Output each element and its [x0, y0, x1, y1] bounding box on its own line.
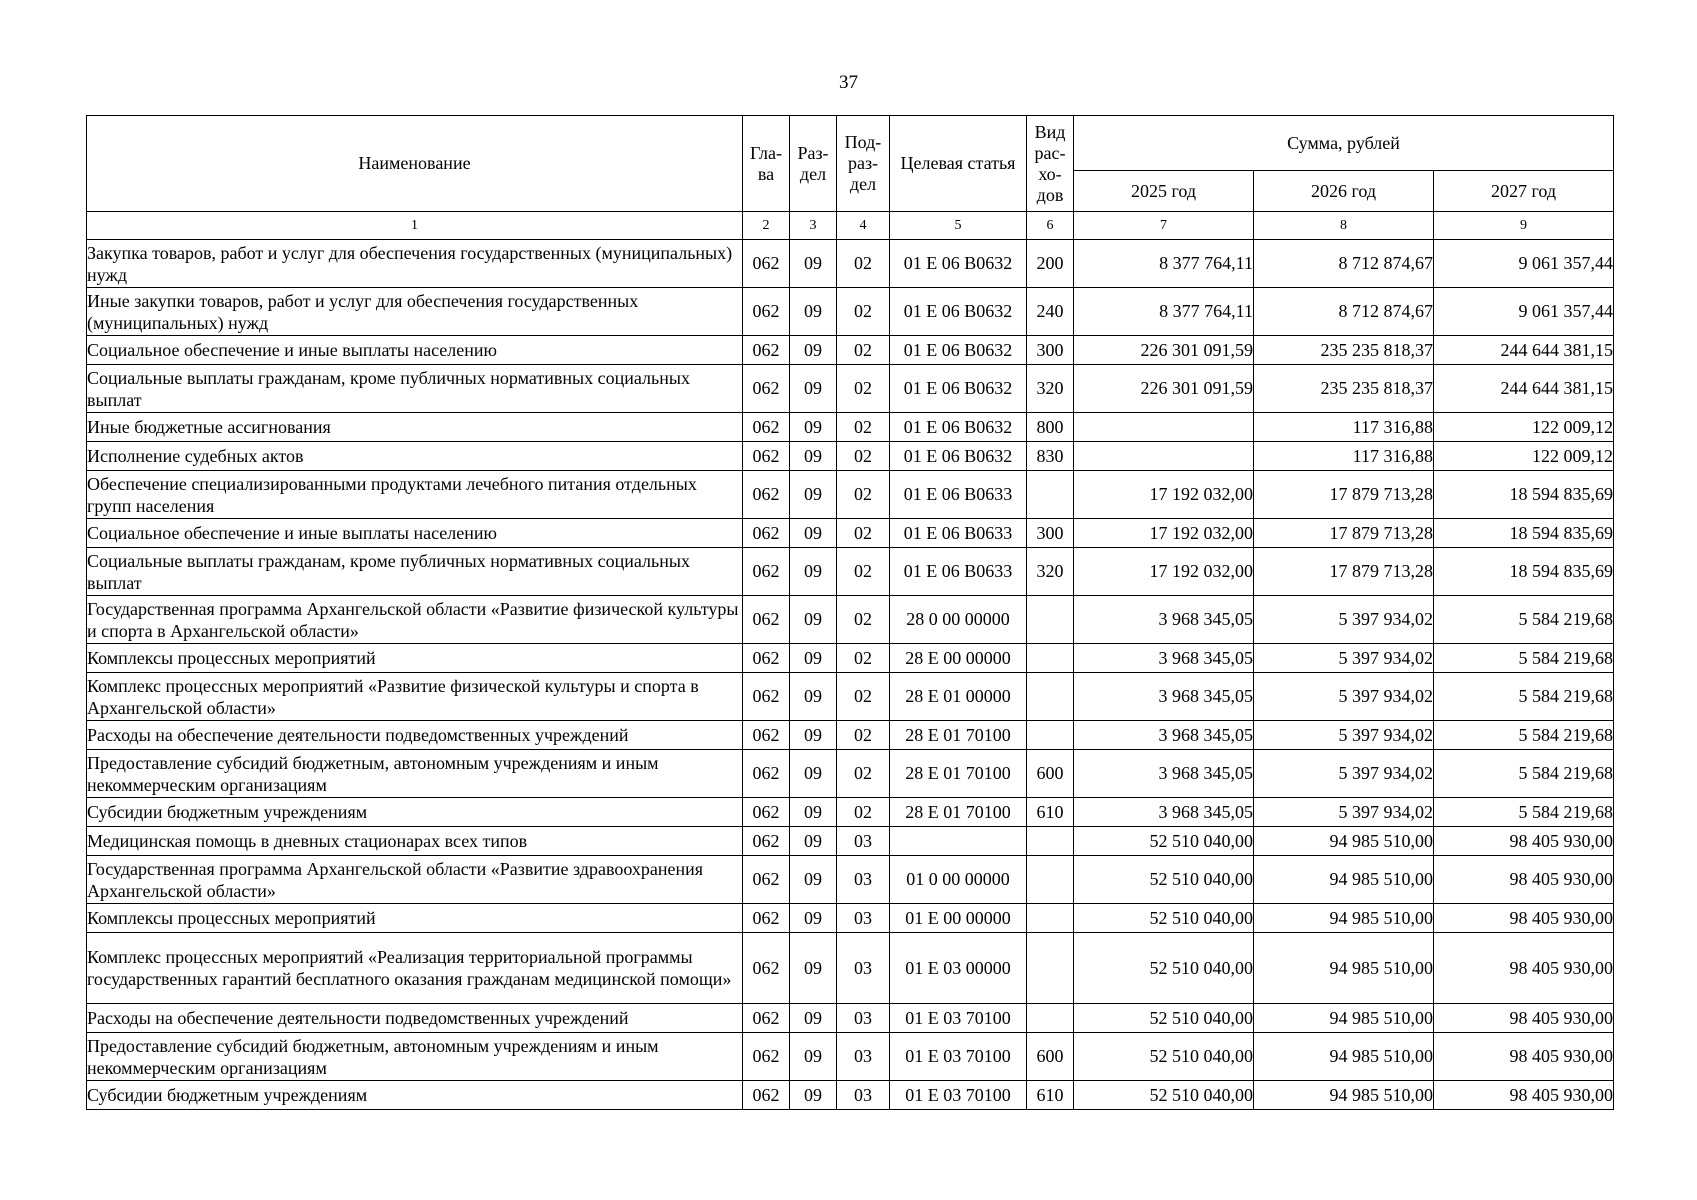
row-name: Комплекс процессных мероприятий «Развитие физической культуры и спорта в Архангельской области» [87, 673, 743, 721]
row-section: 09 [790, 750, 837, 798]
row-expense-type: 600 [1027, 1033, 1074, 1081]
row-expense-type: 240 [1027, 288, 1074, 336]
row-name: Социальное обеспечение и иные выплаты населению [87, 336, 743, 365]
row-target-article: 28 Е 00 00000 [890, 644, 1027, 673]
row-amount-2027: 5 584 219,68 [1434, 673, 1614, 721]
row-section: 09 [790, 596, 837, 644]
header-year-2027: 2027 год [1434, 171, 1614, 212]
header-expense-type-text: Вид рас-хо-дов [1034, 121, 1066, 205]
column-number: 6 [1027, 212, 1074, 240]
row-expense-type: 830 [1027, 442, 1074, 471]
row-name: Обеспечение специализированными продуктами лечебного питания отдельных групп населения [87, 471, 743, 519]
row-expense-type [1027, 827, 1074, 856]
page-number: 37 [839, 72, 858, 93]
table-row [87, 413, 1614, 442]
row-amount-2025: 3 968 345,05 [1074, 721, 1254, 750]
row-amount-2026: 94 985 510,00 [1254, 856, 1434, 904]
row-target-article: 01 Е 03 70100 [890, 1004, 1027, 1033]
column-number: 7 [1074, 212, 1254, 240]
row-amount-2025: 17 192 032,00 [1074, 471, 1254, 519]
row-amount-2025: 3 968 345,05 [1074, 596, 1254, 644]
table-row [87, 721, 1614, 750]
table-row [87, 596, 1614, 644]
row-name: Закупка товаров, работ и услуг для обеспечения государственных (муниципальных) нужд [87, 240, 743, 288]
row-amount-2025: 52 510 040,00 [1074, 856, 1254, 904]
row-amount-2027: 18 594 835,69 [1434, 519, 1614, 548]
row-chapter: 062 [743, 1033, 790, 1081]
row-chapter: 062 [743, 673, 790, 721]
header-subsection [837, 116, 890, 212]
row-target-article: 01 Е 00 00000 [890, 904, 1027, 933]
header-target [890, 116, 1027, 212]
row-chapter: 062 [743, 519, 790, 548]
row-subsection: 02 [837, 288, 890, 336]
table-row [87, 904, 1614, 933]
row-chapter: 062 [743, 336, 790, 365]
row-subsection: 03 [837, 1033, 890, 1081]
row-expense-type [1027, 856, 1074, 904]
row-subsection: 02 [837, 798, 890, 827]
row-target-article: 01 Е 03 70100 [890, 1081, 1027, 1110]
row-target-article: 01 0 00 00000 [890, 856, 1027, 904]
row-amount-2027: 98 405 930,00 [1434, 933, 1614, 1004]
row-target-article: 01 Е 06 В0632 [890, 365, 1027, 413]
row-target-article: 28 0 00 00000 [890, 596, 1027, 644]
row-amount-2025: 17 192 032,00 [1074, 548, 1254, 596]
row-amount-2026: 94 985 510,00 [1254, 1033, 1434, 1081]
row-amount-2025: 52 510 040,00 [1074, 1004, 1254, 1033]
table-row [87, 240, 1614, 288]
column-number: 2 [743, 212, 790, 240]
header-year-2026: 2026 год [1254, 171, 1434, 212]
row-expense-type [1027, 471, 1074, 519]
column-number: 5 [890, 212, 1027, 240]
row-chapter: 062 [743, 413, 790, 442]
row-amount-2027: 18 594 835,69 [1434, 471, 1614, 519]
row-name: Социальные выплаты гражданам, кроме публичных нормативных социальных выплат [87, 548, 743, 596]
row-target-article: 01 Е 06 В0633 [890, 519, 1027, 548]
row-amount-2026: 94 985 510,00 [1254, 904, 1434, 933]
row-amount-2026: 5 397 934,02 [1254, 750, 1434, 798]
row-amount-2026: 117 316,88 [1254, 442, 1434, 471]
row-amount-2027: 9 061 357,44 [1434, 288, 1614, 336]
table-row [87, 519, 1614, 548]
row-amount-2025: 3 968 345,05 [1074, 798, 1254, 827]
row-section: 09 [790, 288, 837, 336]
table-row [87, 288, 1614, 336]
budget-table [86, 115, 1614, 1110]
row-name: Субсидии бюджетным учреждениям [87, 1081, 743, 1110]
row-expense-type: 300 [1027, 336, 1074, 365]
row-subsection: 03 [837, 933, 890, 1004]
row-expense-type [1027, 904, 1074, 933]
row-amount-2026: 5 397 934,02 [1254, 596, 1434, 644]
row-section: 09 [790, 442, 837, 471]
row-name: Государственная программа Архангельской области «Развитие здравоохранения Архангельской области» [87, 856, 743, 904]
table-row [87, 365, 1614, 413]
row-amount-2027: 98 405 930,00 [1434, 1004, 1614, 1033]
row-amount-2027: 98 405 930,00 [1434, 827, 1614, 856]
row-amount-2027: 5 584 219,68 [1434, 750, 1614, 798]
row-amount-2026: 117 316,88 [1254, 413, 1434, 442]
row-name: Предоставление субсидий бюджетным, автономным учреждениям и иным некоммерческим организациям [87, 750, 743, 798]
row-target-article: 01 Е 06 В0632 [890, 442, 1027, 471]
row-subsection: 03 [837, 827, 890, 856]
row-name: Иные бюджетные ассигнования [87, 413, 743, 442]
row-amount-2026: 8 712 874,67 [1254, 288, 1434, 336]
header-name: Наименование [87, 116, 743, 212]
row-expense-type: 320 [1027, 548, 1074, 596]
row-expense-type [1027, 673, 1074, 721]
row-target-article: 01 Е 06 В0632 [890, 240, 1027, 288]
row-section: 09 [790, 798, 837, 827]
row-expense-type: 610 [1027, 1081, 1074, 1110]
row-section: 09 [790, 548, 837, 596]
header-section-text: Раз-дел [797, 142, 829, 184]
row-target-article: 01 Е 06 В0633 [890, 471, 1027, 519]
row-section: 09 [790, 827, 837, 856]
row-target-article: 01 Е 06 В0632 [890, 413, 1027, 442]
row-name: Субсидии бюджетным учреждениям [87, 798, 743, 827]
row-chapter: 062 [743, 798, 790, 827]
row-subsection: 02 [837, 673, 890, 721]
row-subsection: 03 [837, 904, 890, 933]
column-number: 8 [1254, 212, 1434, 240]
row-section: 09 [790, 471, 837, 519]
row-expense-type: 200 [1027, 240, 1074, 288]
row-chapter: 062 [743, 240, 790, 288]
row-section: 09 [790, 933, 837, 1004]
row-amount-2026: 5 397 934,02 [1254, 798, 1434, 827]
row-section: 09 [790, 365, 837, 413]
row-name: Медицинская помощь в дневных стационарах всех типов [87, 827, 743, 856]
row-chapter: 062 [743, 365, 790, 413]
table-row [87, 1081, 1614, 1110]
table-row [87, 827, 1614, 856]
row-name: Иные закупки товаров, работ и услуг для обеспечения государственных (муниципальных) нужд [87, 288, 743, 336]
row-subsection: 02 [837, 644, 890, 673]
row-amount-2025: 226 301 091,59 [1074, 336, 1254, 365]
row-subsection: 03 [837, 1004, 890, 1033]
row-chapter: 062 [743, 856, 790, 904]
row-amount-2027: 244 644 381,15 [1434, 336, 1614, 365]
row-subsection: 03 [837, 856, 890, 904]
row-amount-2026: 17 879 713,28 [1254, 519, 1434, 548]
row-subsection: 02 [837, 413, 890, 442]
row-amount-2027: 98 405 930,00 [1434, 856, 1614, 904]
row-subsection: 02 [837, 240, 890, 288]
row-amount-2027: 18 594 835,69 [1434, 548, 1614, 596]
row-chapter: 062 [743, 827, 790, 856]
row-section: 09 [790, 1004, 837, 1033]
table-row [87, 1033, 1614, 1081]
row-chapter: 062 [743, 442, 790, 471]
row-amount-2025: 52 510 040,00 [1074, 904, 1254, 933]
row-subsection: 02 [837, 471, 890, 519]
row-amount-2027: 98 405 930,00 [1434, 1033, 1614, 1081]
row-amount-2026: 5 397 934,02 [1254, 644, 1434, 673]
table-body [87, 240, 1614, 1110]
row-amount-2025: 52 510 040,00 [1074, 933, 1254, 1004]
row-expense-type: 800 [1027, 413, 1074, 442]
column-number-row [87, 212, 1614, 240]
row-subsection: 02 [837, 750, 890, 798]
row-amount-2027: 5 584 219,68 [1434, 721, 1614, 750]
row-expense-type: 610 [1027, 798, 1074, 827]
row-target-article: 01 Е 03 00000 [890, 933, 1027, 1004]
header-expense-type [1027, 116, 1074, 212]
table-row [87, 750, 1614, 798]
header-chapter [743, 116, 790, 212]
row-name: Комплексы процессных мероприятий [87, 904, 743, 933]
row-target-article: 28 Е 01 70100 [890, 721, 1027, 750]
row-name: Расходы на обеспечение деятельности подведомственных учреждений [87, 721, 743, 750]
row-expense-type [1027, 644, 1074, 673]
table-row [87, 471, 1614, 519]
row-section: 09 [790, 904, 837, 933]
row-chapter: 062 [743, 1004, 790, 1033]
table-header [87, 116, 1614, 240]
row-amount-2025: 17 192 032,00 [1074, 519, 1254, 548]
row-amount-2026: 94 985 510,00 [1254, 1081, 1434, 1110]
row-amount-2025 [1074, 413, 1254, 442]
table-row [87, 644, 1614, 673]
row-target-article: 01 Е 03 70100 [890, 1033, 1027, 1081]
row-chapter: 062 [743, 288, 790, 336]
row-name: Государственная программа Архангельской области «Развитие физической культуры и спорта в Архангельской области» [87, 596, 743, 644]
table-row [87, 336, 1614, 365]
row-amount-2027: 5 584 219,68 [1434, 798, 1614, 827]
row-amount-2027: 98 405 930,00 [1434, 1081, 1614, 1110]
row-expense-type: 600 [1027, 750, 1074, 798]
row-name: Комплексы процессных мероприятий [87, 644, 743, 673]
header-year-2025: 2025 год [1074, 171, 1254, 212]
row-section: 09 [790, 413, 837, 442]
table-row [87, 673, 1614, 721]
row-subsection: 02 [837, 336, 890, 365]
row-chapter: 062 [743, 904, 790, 933]
row-section: 09 [790, 856, 837, 904]
row-subsection: 02 [837, 721, 890, 750]
row-amount-2026: 8 712 874,67 [1254, 240, 1434, 288]
row-subsection: 02 [837, 596, 890, 644]
row-section: 09 [790, 673, 837, 721]
table-row [87, 442, 1614, 471]
row-section: 09 [790, 644, 837, 673]
table-row [87, 798, 1614, 827]
table-row [87, 1004, 1614, 1033]
header-sum-group: Сумма, рублей [1074, 116, 1614, 171]
row-amount-2025: 52 510 040,00 [1074, 1033, 1254, 1081]
row-amount-2025: 52 510 040,00 [1074, 1081, 1254, 1110]
row-amount-2027: 244 644 381,15 [1434, 365, 1614, 413]
row-amount-2025: 8 377 764,11 [1074, 288, 1254, 336]
row-subsection: 03 [837, 1081, 890, 1110]
row-expense-type [1027, 721, 1074, 750]
row-name: Предоставление субсидий бюджетным, автономным учреждениям и иным некоммерческим организациям [87, 1033, 743, 1081]
row-target-article: 28 Е 01 00000 [890, 673, 1027, 721]
row-target-article: 01 Е 06 В0632 [890, 288, 1027, 336]
row-amount-2026: 5 397 934,02 [1254, 673, 1434, 721]
row-amount-2026: 235 235 818,37 [1254, 365, 1434, 413]
row-chapter: 062 [743, 644, 790, 673]
row-section: 09 [790, 240, 837, 288]
table-row [87, 856, 1614, 904]
row-chapter: 062 [743, 1081, 790, 1110]
row-amount-2025: 3 968 345,05 [1074, 644, 1254, 673]
row-amount-2027: 5 584 219,68 [1434, 644, 1614, 673]
row-amount-2027: 5 584 219,68 [1434, 596, 1614, 644]
header-subsection-text: Под-раз-дел [844, 132, 882, 194]
row-amount-2025: 52 510 040,00 [1074, 827, 1254, 856]
row-amount-2026: 17 879 713,28 [1254, 548, 1434, 596]
row-name: Исполнение судебных актов [87, 442, 743, 471]
row-amount-2026: 94 985 510,00 [1254, 827, 1434, 856]
column-number: 9 [1434, 212, 1614, 240]
header-target-text: Целевая статья [900, 153, 1016, 173]
row-subsection: 02 [837, 519, 890, 548]
row-amount-2026: 17 879 713,28 [1254, 471, 1434, 519]
row-chapter: 062 [743, 750, 790, 798]
row-subsection: 02 [837, 365, 890, 413]
row-target-article [890, 827, 1027, 856]
row-amount-2025: 3 968 345,05 [1074, 750, 1254, 798]
row-amount-2027: 9 061 357,44 [1434, 240, 1614, 288]
row-chapter: 062 [743, 548, 790, 596]
row-amount-2027: 98 405 930,00 [1434, 904, 1614, 933]
row-amount-2026: 5 397 934,02 [1254, 721, 1434, 750]
row-subsection: 02 [837, 548, 890, 596]
row-amount-2027: 122 009,12 [1434, 442, 1614, 471]
row-amount-2026: 235 235 818,37 [1254, 336, 1434, 365]
row-amount-2025: 8 377 764,11 [1074, 240, 1254, 288]
row-chapter: 062 [743, 471, 790, 519]
row-chapter: 062 [743, 596, 790, 644]
table-row [87, 548, 1614, 596]
row-section: 09 [790, 721, 837, 750]
row-expense-type: 320 [1027, 365, 1074, 413]
row-target-article: 28 Е 01 70100 [890, 750, 1027, 798]
header-chapter-text: Гла-ва [749, 142, 783, 184]
row-name: Социальные выплаты гражданам, кроме публичных нормативных социальных выплат [87, 365, 743, 413]
row-name: Расходы на обеспечение деятельности подведомственных учреждений [87, 1004, 743, 1033]
row-target-article: 01 Е 06 В0632 [890, 336, 1027, 365]
row-amount-2025: 3 968 345,05 [1074, 673, 1254, 721]
row-expense-type [1027, 1004, 1074, 1033]
row-amount-2026: 94 985 510,00 [1254, 933, 1434, 1004]
column-number: 1 [87, 212, 743, 240]
row-chapter: 062 [743, 721, 790, 750]
column-number: 3 [790, 212, 837, 240]
row-amount-2025: 226 301 091,59 [1074, 365, 1254, 413]
row-expense-type [1027, 933, 1074, 1004]
row-expense-type [1027, 596, 1074, 644]
row-chapter: 062 [743, 933, 790, 1004]
row-section: 09 [790, 519, 837, 548]
row-amount-2026: 94 985 510,00 [1254, 1004, 1434, 1033]
row-subsection: 02 [837, 442, 890, 471]
row-section: 09 [790, 1033, 837, 1081]
column-number: 4 [837, 212, 890, 240]
row-section: 09 [790, 336, 837, 365]
row-name: Комплекс процессных мероприятий «Реализация территориальной программы государственных гарантий бесплатного оказания гражданам медицинской помощи» [87, 933, 743, 1004]
row-expense-type: 300 [1027, 519, 1074, 548]
row-amount-2027: 122 009,12 [1434, 413, 1614, 442]
header-section [790, 116, 837, 212]
row-amount-2025 [1074, 442, 1254, 471]
row-target-article: 01 Е 06 В0633 [890, 548, 1027, 596]
row-target-article: 28 Е 01 70100 [890, 798, 1027, 827]
table-row [87, 933, 1614, 1004]
row-section: 09 [790, 1081, 837, 1110]
row-name: Социальное обеспечение и иные выплаты населению [87, 519, 743, 548]
